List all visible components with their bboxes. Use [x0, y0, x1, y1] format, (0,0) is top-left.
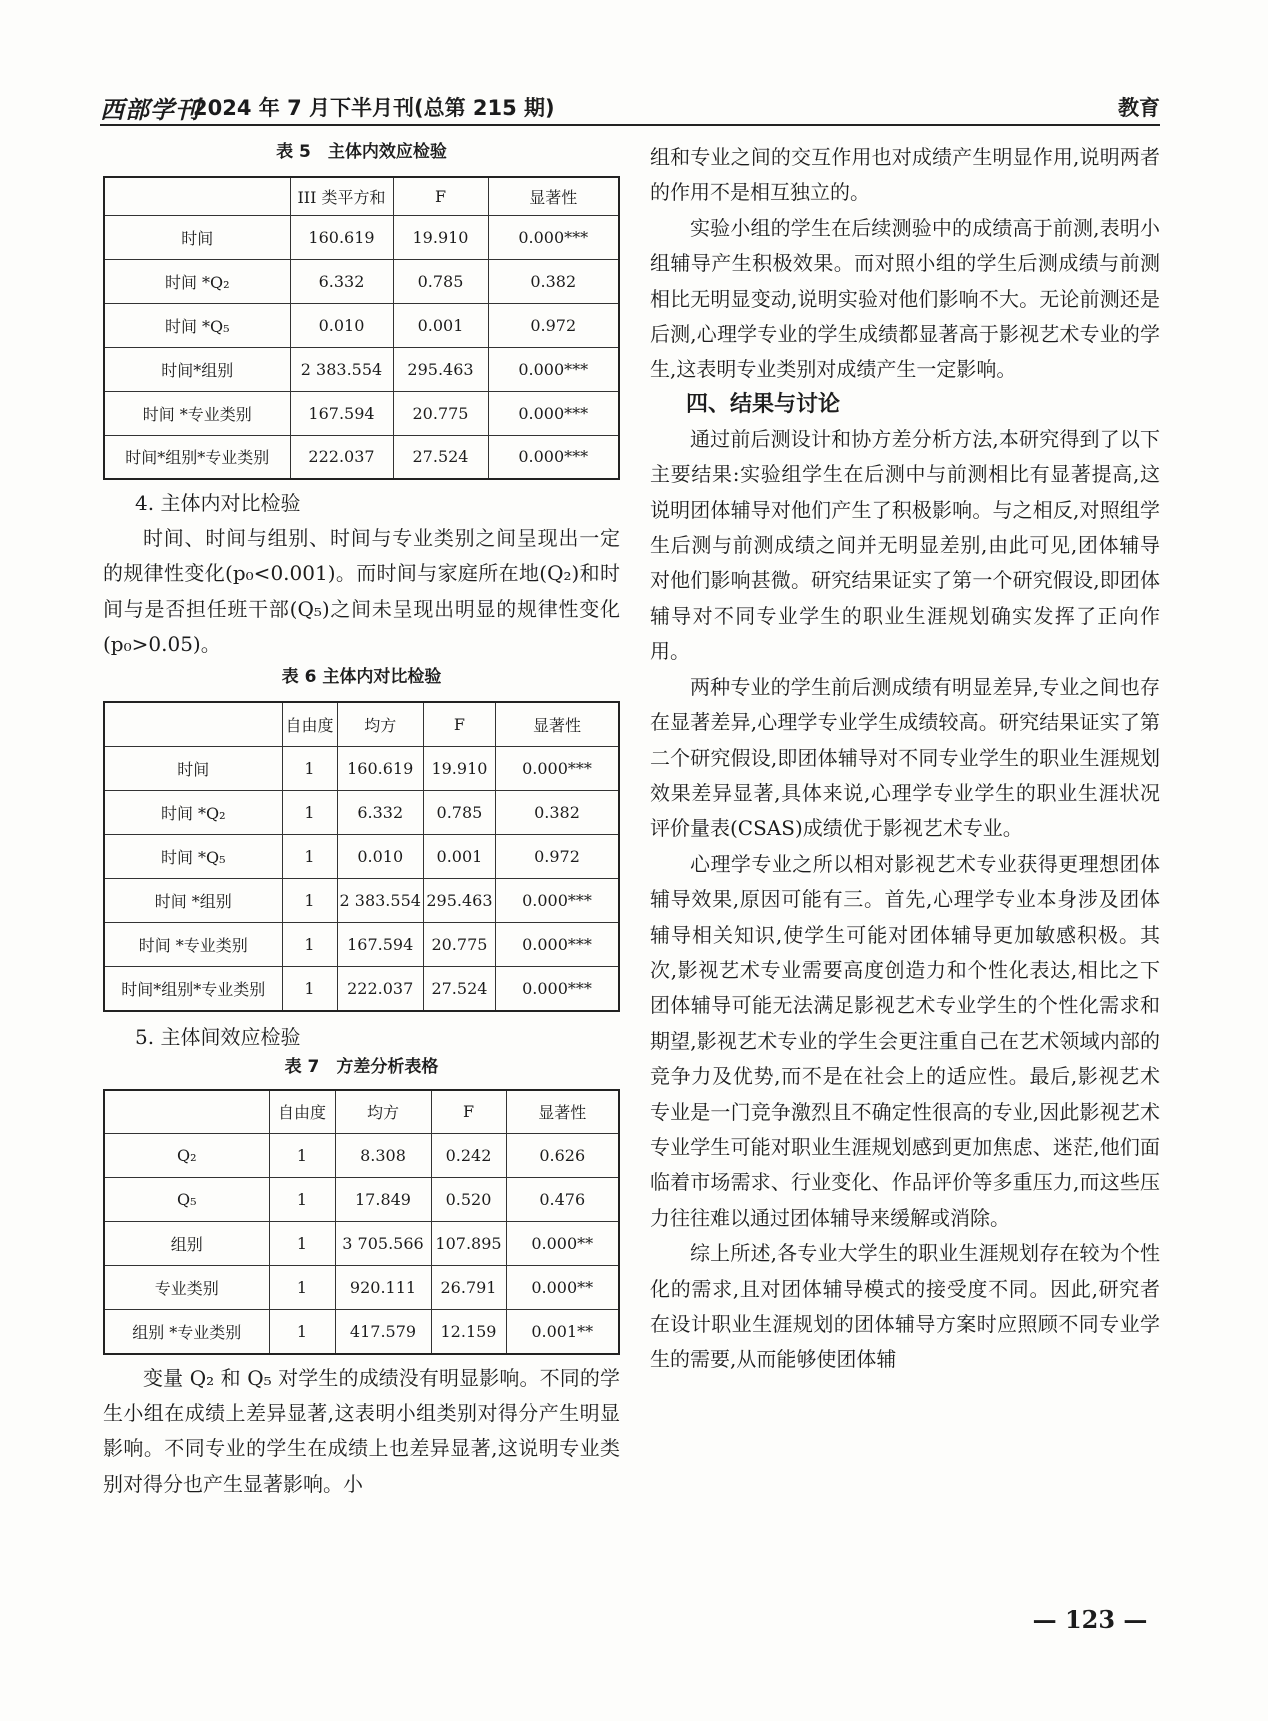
- value-cell: 0.242: [431, 1134, 506, 1178]
- heading-between-test: 5. 主体间效应检验: [135, 1024, 301, 1049]
- value-cell: 0.000**: [506, 1266, 619, 1310]
- value-cell: 0.000***: [495, 967, 619, 1011]
- value-cell: 8.308: [335, 1134, 431, 1178]
- row-label-cell: 时间: [104, 215, 290, 259]
- value-cell: 0.626: [506, 1134, 619, 1178]
- row-label-cell: 时间 *Q₂: [104, 791, 282, 835]
- table-row: [104, 967, 619, 1011]
- value-cell: 0.000***: [488, 391, 619, 435]
- table-row: [104, 835, 619, 879]
- row-label-cell: 时间: [104, 747, 282, 791]
- row-label-cell: 时间 *Q₅: [104, 835, 282, 879]
- paragraph-results: 通过前后测设计和协方差分析方法,本研究得到了以下主要结果:实验组学生在后测中与前测相比有显著提高,这说明团体辅导对他们产生了积极影响。与之相反,对照组学生后测与前测成绩之间并无明显差别,由此可见,团体辅导对他们影响甚微。研究结果证实了第一个研究假设,即团体辅导对不同专业学生的职业生涯规划确实发挥了正向作用。: [650, 426, 1160, 664]
- value-cell: 0.476: [506, 1178, 619, 1222]
- table5-header-row: [104, 177, 619, 215]
- left-column: [103, 140, 620, 1502]
- row-label-cell: 组别 *专业类别: [104, 1310, 269, 1354]
- value-cell: 1: [282, 967, 337, 1011]
- value-cell: 0.000***: [495, 923, 619, 967]
- value-cell: 167.594: [337, 923, 423, 967]
- table-row: [104, 747, 619, 791]
- table5-header-cell: F: [393, 177, 488, 215]
- value-cell: 19.910: [393, 215, 488, 259]
- row-label-cell: Q₅: [104, 1178, 269, 1222]
- value-cell: 0.382: [495, 791, 619, 835]
- value-cell: 1: [269, 1266, 335, 1310]
- value-cell: 0.972: [488, 303, 619, 347]
- row-label-cell: 专业类别: [104, 1266, 269, 1310]
- table-row: [104, 1134, 619, 1178]
- value-cell: 0.001: [393, 303, 488, 347]
- paragraph-interaction: 组和专业之间的交互作用也对成绩产生明显作用,说明两者的作用不是相互独立的。: [650, 145, 1160, 205]
- paragraph-contrast: 时间、时间与组别、时间与专业类别之间呈现出一定的规律性变化(p₀<0.001)。而时间与家庭所在地(Q₂)和时间与是否担任班干部(Q₅)之间未呈现出明显的规律性变化(p₀>0.05)。: [103, 526, 620, 657]
- value-cell: 417.579: [335, 1310, 431, 1354]
- value-cell: 1: [269, 1310, 335, 1354]
- value-cell: 20.775: [393, 391, 488, 435]
- value-cell: 0.000***: [488, 215, 619, 259]
- value-cell: 1: [282, 747, 337, 791]
- value-cell: 0.000***: [495, 879, 619, 923]
- table-row: [104, 215, 619, 259]
- table6-header-cell: [104, 702, 282, 747]
- header-rule: [100, 124, 1160, 126]
- table7-header-cell: [104, 1090, 269, 1134]
- value-cell: 160.619: [337, 747, 423, 791]
- paragraph-between: 变量 Q₂ 和 Q₅ 对学生的成绩没有明显影响。不同的学生小组在成绩上差异显著,这表明小组类别对得分产生明显影响。不同专业的学生在成绩上也差异显著,这说明专业类别对得分也产生显著影响。小: [103, 1365, 620, 1496]
- value-cell: 1: [282, 923, 337, 967]
- row-label-cell: 时间*组别*专业类别: [104, 967, 282, 1011]
- value-cell: 0.972: [495, 835, 619, 879]
- table5-header-cell: 显著性: [488, 177, 619, 215]
- table6-header-cell: 自由度: [282, 702, 337, 747]
- table-row: [104, 1310, 619, 1354]
- table7-header-cell: 均方: [335, 1090, 431, 1134]
- table6-header-cell: 均方: [337, 702, 423, 747]
- row-label-cell: 时间*组别*专业类别: [104, 435, 290, 479]
- paragraph-groups: 实验小组的学生在后续测验中的成绩高于前测,表明小组辅导产生积极效果。而对照小组的学生后测成绩与前测相比无明显变动,说明实验对他们影响不大。无论前测还是后测,心理学专业的学生成绩都显著高于影视艺术专业的学生,这表明专业类别对成绩产生一定影响。: [650, 215, 1160, 382]
- value-cell: 1: [269, 1134, 335, 1178]
- table7-header-cell: F: [431, 1090, 506, 1134]
- table-row: [104, 259, 619, 303]
- table5-header-cell: [104, 177, 290, 215]
- value-cell: 0.382: [488, 259, 619, 303]
- value-cell: 107.895: [431, 1222, 506, 1266]
- table5-header-cell: III 类平方和: [290, 177, 393, 215]
- value-cell: 0.010: [290, 303, 393, 347]
- journal-logo: 西部学刊: [100, 95, 200, 124]
- row-label-cell: 组别: [104, 1222, 269, 1266]
- table7: [103, 1089, 620, 1355]
- value-cell: 19.910: [423, 747, 495, 791]
- value-cell: 0.520: [431, 1178, 506, 1222]
- row-label-cell: 时间 *专业类别: [104, 923, 282, 967]
- table-row: [104, 1266, 619, 1310]
- table7-header-cell: 自由度: [269, 1090, 335, 1134]
- row-label-cell: 时间 *Q₂: [104, 259, 290, 303]
- value-cell: 0.000***: [488, 347, 619, 391]
- section-label: 教育: [1118, 96, 1160, 120]
- value-cell: 295.463: [393, 347, 488, 391]
- value-cell: 3 705.566: [335, 1222, 431, 1266]
- value-cell: 920.111: [335, 1266, 431, 1310]
- row-label-cell: 时间*组别: [104, 347, 290, 391]
- value-cell: 295.463: [423, 879, 495, 923]
- value-cell: 2 383.554: [337, 879, 423, 923]
- table6-header-cell: F: [423, 702, 495, 747]
- table7-header-cell: 显著性: [506, 1090, 619, 1134]
- table5-caption: 表 5 主体内效应检验: [276, 142, 447, 162]
- table-row: [104, 1222, 619, 1266]
- value-cell: 1: [269, 1178, 335, 1222]
- table6: [103, 701, 620, 1012]
- value-cell: 27.524: [423, 967, 495, 1011]
- value-cell: 6.332: [337, 791, 423, 835]
- value-cell: 0.785: [393, 259, 488, 303]
- value-cell: 0.000***: [495, 747, 619, 791]
- paragraph-summary: 综上所述,各专业大学生的职业生涯规划存在较为个性化的需求,且对团体辅导模式的接受度不同。因此,研究者在设计职业生涯规划的团体辅导方案时应照顾不同专业学生的需要,从而能够使团体辅: [650, 1241, 1160, 1372]
- value-cell: 12.159: [431, 1310, 506, 1354]
- value-cell: 0.010: [337, 835, 423, 879]
- value-cell: 167.594: [290, 391, 393, 435]
- value-cell: 1: [282, 835, 337, 879]
- value-cell: 17.849: [335, 1178, 431, 1222]
- table-row: [104, 791, 619, 835]
- page-number: — 123 —: [1032, 1605, 1148, 1634]
- right-column: [650, 140, 1160, 1378]
- row-label-cell: 时间 *组别: [104, 879, 282, 923]
- table6-header-row: [104, 702, 619, 747]
- row-label-cell: 时间 *专业类别: [104, 391, 290, 435]
- table-row: [104, 347, 619, 391]
- table6-header-cell: 显著性: [495, 702, 619, 747]
- row-label-cell: 时间 *Q₅: [104, 303, 290, 347]
- value-cell: 0.001: [423, 835, 495, 879]
- table-row: [104, 923, 619, 967]
- value-cell: 1: [282, 879, 337, 923]
- value-cell: 27.524: [393, 435, 488, 479]
- heading-contrast-test: 4. 主体内对比检验: [135, 491, 301, 515]
- value-cell: 26.791: [431, 1266, 506, 1310]
- table-row: [104, 303, 619, 347]
- issue-info: 2024 年 7 月下半月刊(总第 215 期): [193, 96, 555, 120]
- table-row: [104, 391, 619, 435]
- value-cell: 1: [269, 1222, 335, 1266]
- value-cell: 0.785: [423, 791, 495, 835]
- table-row: [104, 435, 619, 479]
- section-heading-results: 四、结果与讨论: [686, 391, 841, 417]
- table6-caption: 表 6 主体内对比检验: [281, 666, 442, 687]
- value-cell: 222.037: [337, 967, 423, 1011]
- value-cell: 20.775: [423, 923, 495, 967]
- value-cell: 0.000**: [506, 1222, 619, 1266]
- table7-header-row: [104, 1090, 619, 1134]
- paragraph-majors: 两种专业的学生前后测成绩有明显差异,专业之间也存在显著差异,心理学专业学生成绩较高。研究结果证实了第二个研究假设,即团体辅导对不同专业学生的职业生涯规划效果差异显著,具体来说,心理学专业学生的职业生涯状况评价量表(CSAS)成绩优于影视艺术专业。: [650, 674, 1160, 841]
- value-cell: 1: [282, 791, 337, 835]
- value-cell: 0.001**: [506, 1310, 619, 1354]
- table5: [103, 176, 620, 480]
- table7-caption: 表 7 方差分析表格: [284, 1056, 439, 1077]
- row-label-cell: Q₂: [104, 1134, 269, 1178]
- value-cell: 0.000***: [488, 435, 619, 479]
- running-header: [100, 88, 1160, 122]
- table-row: [104, 1178, 619, 1222]
- value-cell: 222.037: [290, 435, 393, 479]
- value-cell: 2 383.554: [290, 347, 393, 391]
- paragraph-reasons: 心理学专业之所以相对影视艺术专业获得更理想团体辅导效果,原因可能有三。首先,心理学专业本身涉及团体辅导相关知识,使学生可能对团体辅导更加敏感积极。其次,影视艺术专业需要高度创造力和个性化表达,相比之下团体辅导可能无法满足影视艺术专业学生的个性化需求和期望,影视艺术专业的学生会更注重自己在艺术领域内部的竞争力及优势,而不是在社会上的适应性。最后,影视艺术专业是一门竞争激烈且不确定性很高的专业,因此影视艺术专业学生可能对职业生涯规划感到更加焦虑、迷茫,他们面临着市场需求、行业变化、作品评价等多重压力,而这些压力往往难以通过团体辅导来缓解或消除。: [650, 851, 1160, 1230]
- value-cell: 6.332: [290, 259, 393, 303]
- table-row: [104, 879, 619, 923]
- value-cell: 160.619: [290, 215, 393, 259]
